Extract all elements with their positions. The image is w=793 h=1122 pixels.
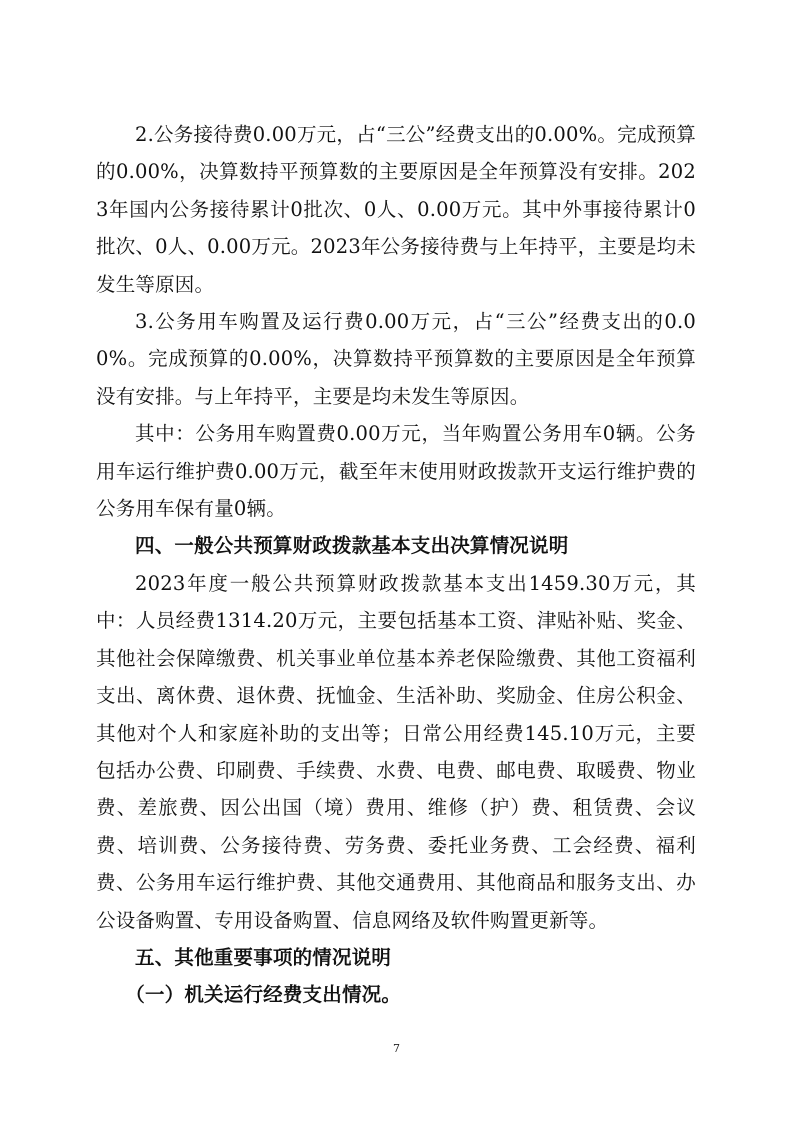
- subsection-heading-operating-expense: （一）机关运行经费支出情况。: [125, 983, 402, 1007]
- page-number: 7: [393, 1042, 400, 1055]
- paragraph-reception-expense: 2.公务接待费0.00万元，占“三公”经费支出的0.00%。完成预算的0.00%，决算数持平预算数的主要原因是全年预算没有安排。2023年国内公务接待累计0批次、0人、0.00万元。其中外事接待累计0批次、0人、0.00万元。2023年公务接待费与上年持平，主要是均未发生等原因。: [96, 123, 696, 296]
- section-heading-other-matters: 五、其他重要事项的情况说明: [135, 945, 392, 969]
- section-heading-basic-expenditure: 四、一般公共预算财政拨款基本支出决算情况说明: [135, 534, 569, 558]
- paragraph-vehicle-expense: 3.公务用车购置及运行费0.00万元，占“三公”经费支出的0.00%。完成预算的0.00%，决算数持平预算数的主要原因是全年预算没有安排。与上年持平，主要是均未发生等原因。: [96, 310, 696, 408]
- document-body: [96, 116, 696, 1014]
- paragraph-basic-expenditure: 2023年度一般公共预算财政拨款基本支出1459.30万元，其中：人员经费1314.20万元，主要包括基本工资、津贴补贴、奖金、其他社会保障缴费、机关事业单位基本养老保险缴费、其他工资福利支出、离休费、退休费、抚恤金、生活补助、奖励金、住房公积金、其他对个人和家庭补助的支出等；日常公用经费145.10万元，主要包括办公费、印刷费、手续费、水费、电费、邮电费、取暖费、物业费、差旅费、因公出国（境）费用、维修（护）费、租赁费、会议费、培训费、公务接待费、劳务费、委托业务费、工会经费、福利费、公务用车运行维护费、其他交通费用、其他商品和服务支出、办公设备购置、专用设备购置、信息网络及软件购置更新等。: [96, 571, 696, 932]
- paragraph-vehicle-detail: 其中：公务用车购置费0.00万元，当年购置公务用车0辆。公务用车运行维护费0.00万元，截至年末使用财政拨款开支运行维护费的公务用车保有量0辆。: [96, 422, 696, 521]
